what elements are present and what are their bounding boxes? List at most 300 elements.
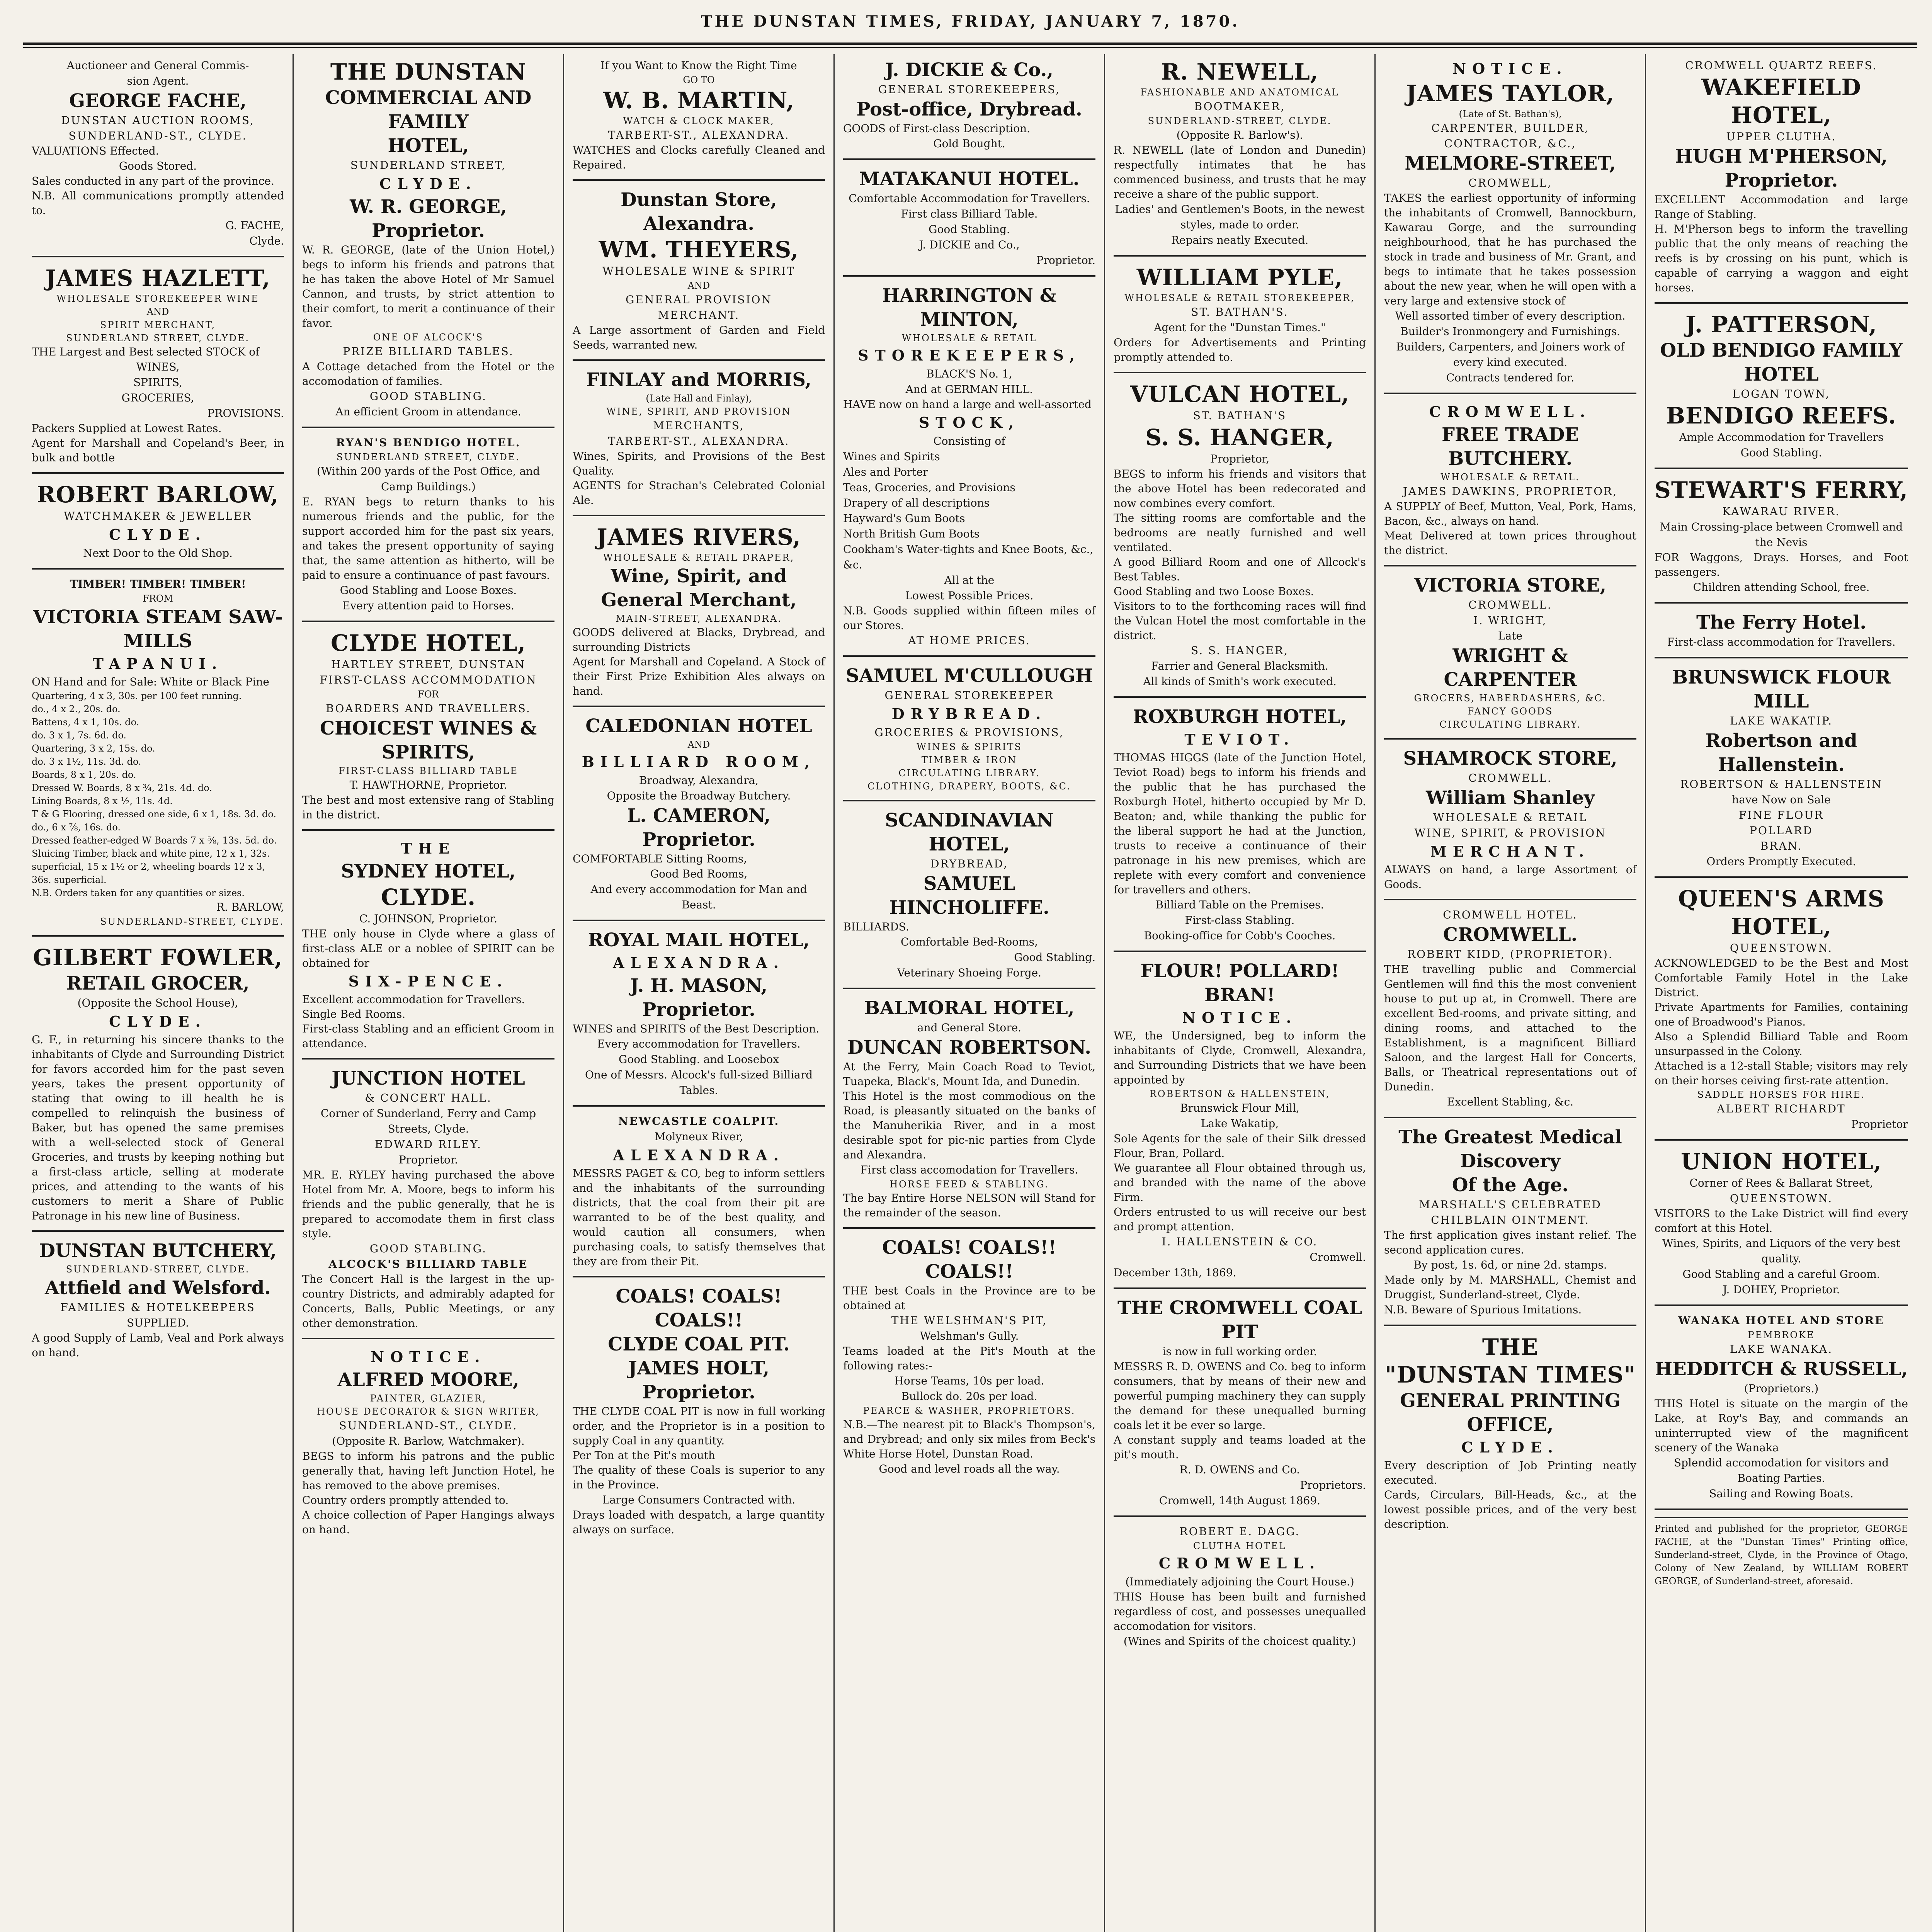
ad-divider [302,1338,554,1339]
ad-line: R. NEWELL, [1161,59,1318,85]
ad-divider [1384,1325,1636,1326]
ad-line: SUNDERLAND-ST., CLYDE. [68,129,247,142]
advertisement [843,655,1095,793]
ad-line: THE Largest and Best selected STOCK of [32,345,260,358]
ad-line: ALEXANDRA. [613,1146,785,1164]
ad-line: SUNDERLAND-STREET, CLYDE. [100,916,284,927]
ad-line: CROMWELL QUARTZ REEFS. [1685,59,1878,72]
ad-line: JAMES TAYLOR, [1406,80,1615,107]
ad-line: ROBERT E. DAGG. [1179,1525,1300,1538]
ad-line: THIS Hotel is situate on the margin of the Lake, at Roy's Bay, and commands an uninterrupted view of the magnificent scenery of the Wanaka [1655,1397,1908,1454]
ad-line: WILLIAM PYLE, [1136,264,1343,291]
ad-divider [843,988,1095,989]
ad-line: Proprietor. [1036,254,1095,267]
ad-line: Dressed feather-edged W Boards 7 x ⅝, 13s. 5d. do. [32,835,277,846]
ad-line: G. F., in returning his sincere thanks to the inhabitants of Clyde and Surrounding District for favors accorded him for the past seven years, takes the present opportunity of stating that owing to ill health he is compelled to relinquish the business of Baker, but has opened the same premises with a well-selected stock of General Groceries, and trusts by keeping nothing but a first-class article, selling at moderate prices, and attending to the wants of his customers to merit a Share of Public Patronage in his new line of Business. [32,1033,284,1222]
ad-line: N.B.—The nearest pit to Black's Thompson's, and Drybread; and only six miles from Beck's White Horse Hotel, Dunstan Road. [843,1418,1095,1460]
ad-line: FOR [418,689,439,700]
ad-line: do., 4 x 2., 20s. do. [32,704,121,714]
ad-line: ROBERT KIDD, (PROPRIETOR). [1407,948,1613,961]
ad-line: WHOLESALE & RETAIL [1433,811,1587,824]
ad-line: December 13th, 1869. [1114,1266,1236,1279]
ad-line: Splendid accomodation for visitors and Boating Parties. [1673,1456,1889,1485]
ad-line: FASHIONABLE AND ANATOMICAL [1140,87,1339,98]
advertisement [1655,58,1908,295]
ad-line: GENERAL PRINTING OFFICE, [1400,1390,1621,1435]
ad-line: Drays loaded with despatch, a large quantity always on surface. [573,1509,825,1536]
ad-line: have Now on Sale [1732,793,1831,806]
ad-line: Billiard Table on the Premises. [1155,898,1324,911]
ad-line: All at the [944,574,995,587]
ad-line: HARRINGTON & MINTON, [882,285,1057,330]
ad-line: QUEENSTOWN. [1730,942,1833,954]
ad-line: Well assorted timber of every description. [1395,310,1626,322]
ad-line: is now in full working order. [1162,1345,1317,1358]
ad-line: This Hotel is the most commodious on the Road, is pleasantly situated on the banks of the Manuherikia River, and in a most desirable spot for pic-nic parties from Clyde and Alexandra. [843,1090,1095,1161]
ad-line: Repairs neatly Executed. [1171,234,1309,247]
ad-line: Sailing and Rowing Boats. [1709,1487,1854,1500]
ad-line: Attfield and Welsford. [45,1277,271,1299]
ad-line: CIRCULATING LIBRARY. [1439,719,1581,730]
ad-line: (Wines and Spirits of the choicest quality.) [1123,1635,1356,1648]
ad-divider [843,275,1095,277]
ad-line: Good Stabling and two Loose Boxes. [1114,585,1314,598]
ad-line: Agent for Marshall and Copeland's Beer, in bulk and bottle [32,437,284,464]
ad-line: WHOLESALE & RETAIL. [1440,472,1580,483]
ad-line: Private Apartments for Families, containing one of Broadwood's Pianos. [1655,1001,1908,1028]
ad-line: Post-office, Drybread. [856,99,1082,120]
ad-line: DRYBREAD. [891,705,1047,723]
ad-line: NOTICE. [1452,60,1568,77]
ad-line: UPPER CLUTHA. [1726,130,1837,143]
ad-line: I. HALLENSTEIN & CO. [1162,1235,1318,1248]
ad-line: AND [687,739,710,750]
ad-line: And at GERMAN HILL. [905,383,1033,396]
ad-divider [1655,602,1908,604]
ad-line: J. PATTERSON, [1685,311,1878,338]
ad-line: HUGH M'PHERSON, Proprietor. [1675,146,1888,191]
ad-line: QUEEN'S ARMS HOTEL, [1678,886,1884,940]
ad-divider [32,472,284,474]
ad-line: J. DICKIE and Co., [919,238,1020,251]
advertisement [573,58,825,172]
ad-line: Large Consumers Contracted with. [602,1493,796,1506]
ad-line: THE travelling public and Commercial Gentlemen will find this the most convenient house to put up at, in Cromwell. There are excellent Bed-rooms, and private sitting, and dining rooms, and attached to the Establishment, is a magnificent Billiard Saloon, and the largest Hall for Concerts, Balls, or Theatrical representations out of Dunedin. [1384,963,1636,1093]
advertisement [302,829,554,1051]
ad-line: T & G Flooring, dressed one side, 6 x 1, 18s. 3d. do. [32,809,276,820]
ad-line: Welshman's Gully. [920,1330,1019,1342]
ad-line: FOR Waggons, Drays. Horses, and Foot passengers. [1655,551,1908,578]
ad-line: Good Bed Rooms, [650,867,748,880]
advertisement [302,427,554,614]
ad-line: JAMES RIVERS, [597,524,801,550]
ad-line: If you Want to Know the Right Time [600,59,797,72]
advertisement [843,988,1095,1220]
ad-line: Ladies' and Gentlemen's Boots, in the newest styles, made to order. [1115,203,1365,231]
ad-divider [843,655,1095,657]
ad-line: PRIZE BILLIARD TABLES. [343,345,514,358]
advertisement [1114,1515,1366,1649]
ad-divider [573,1105,825,1107]
ad-line: Children attending School, free. [1693,581,1870,594]
ad-line: FANCY GOODS [1467,706,1553,717]
ad-line: A Large assortment of Garden and Field Seeds, warranted new. [573,324,825,351]
ad-line: SUPPLIED. [127,1316,189,1329]
ad-line: SYDNEY HOTEL, [341,861,516,882]
ad-line: VISITORS to the Lake District will find every comfort at this Hotel. [1655,1207,1908,1235]
ad-line: WE, the Undersigned, beg to inform the inhabitants of Clyde, Cromwell, Alexandra, and Surrounding Districts that we have been appointed by [1114,1029,1366,1086]
ad-line: North British Gum Boots [843,527,980,540]
ad-divider [1384,1117,1636,1118]
ad-line: CLYDE HOTEL, [331,630,526,656]
ad-line: KAWARAU RIVER. [1722,505,1840,518]
ad-line: E. RYAN begs to return thanks to his numerous friends and the public, for the support accorded him for the past six years, and takes the present opportunity of saying that, the same attention as hitherto, will be paid to ensure a continuance of past favours. [302,495,554,582]
advertisement [573,515,825,699]
ad-line: DRYBREAD, [930,857,1008,870]
ad-line: LAKE WANAKA. [1730,1343,1833,1355]
advertisement [1384,899,1636,1110]
advertisement [1114,951,1366,1281]
ad-line: Main Crossing-place between Cromwell and the Nevis [1660,520,1903,549]
ad-line: TARBERT-ST., ALEXANDRA. [608,129,790,141]
ad-line: JAMES DAWKINS, PROPRIETOR, [1403,485,1618,498]
ad-line: CROMWELL. [1443,924,1578,946]
ad-line: WINES & SPIRITS [917,742,1022,752]
ad-line: Late [1498,629,1523,642]
ad-line: GENERAL STOREKEEPERS, [878,83,1061,96]
column-1 [23,54,294,1932]
advertisement [32,58,284,249]
ad-line: LAKE WAKATIP. [1730,714,1833,727]
ad-line: OLD BENDIGO FAMILY HOTEL [1660,340,1903,385]
ad-line: Sluicing Timber, black and white pine, 12 x 1, 32s. superficial, 15 x 1½ or 2, wheeling boards 12 x 3, 36s. superficial. [32,848,270,885]
ad-line: The quality of these Coals is superior to any in the Province. [573,1464,825,1491]
ad-line: HARTLEY STREET, DUNSTAN [331,658,526,671]
advertisement [1114,696,1366,944]
ad-line: Good Stabling. [1014,951,1095,964]
ad-line: THE [401,840,456,857]
ad-line: TAPANUI. [92,655,223,672]
ad-divider [1114,1287,1366,1289]
ad-line: CROMWELL. [1158,1554,1321,1572]
column-6 [1376,54,1646,1932]
ad-line: A good Billiard Room and one of Allcock's Best Tables. [1114,556,1366,583]
ad-line: LOGAN TOWN, [1732,388,1830,400]
ad-line: CLYDE. [381,884,476,910]
ad-line: GROCERS, HABERDASHERS, &C. [1414,693,1607,704]
ad-line: Farrier and General Blacksmith. [1151,660,1328,672]
ad-line: SUNDERLAND-STREET, CLYDE. [1148,116,1332,126]
ad-line: William Shanley [1426,787,1595,809]
ad-line: G. FACHE, [225,219,284,232]
ad-line: GEORGE FACHE, [69,90,247,112]
ad-line: Corner of Sunderland, Ferry and Camp Streets, Clyde. [320,1107,536,1135]
advertisement [843,1227,1095,1477]
ad-divider [573,359,825,361]
ad-line: CALEDONIAN HOTEL [585,715,812,737]
ad-line: Orders for Advertisements and Printing promptly attended to. [1114,336,1366,364]
advertisement [1384,393,1636,558]
ad-divider [32,256,284,257]
ad-line: The Ferry Hotel. [1696,612,1867,633]
ad-line: ROBERTSON & HALLENSTEIN, [1149,1088,1330,1099]
ad-line: BOOTMAKER, [1194,100,1286,113]
ad-line: Good Stabling. and Loosebox [619,1053,779,1066]
ad-line: WATCHES and Clocks carefully Cleaned and Repaired. [573,144,825,171]
ad-line: ALFRED MOORE, [337,1369,519,1391]
ad-line: Packers Supplied at Lowest Rates. [32,422,222,435]
ad-line: Wines and Spirits [843,450,940,463]
ad-line: FINLAY and MORRIS, [586,369,812,391]
ad-line: Excellent Stabling, &c. [1447,1095,1574,1108]
ad-divider [1114,372,1366,373]
ad-line: "DUNSTAN TIMES" [1384,1362,1636,1388]
ad-line: ACKNOWLEDGED to be the Best and Most Comfortable Family Hotel in the Lake District. [1655,957,1908,999]
advertisement [573,706,825,913]
ad-line: Good Stabling and a careful Groom. [1682,1268,1880,1281]
ad-line: WATCHMAKER & JEWELLER [63,510,252,522]
ad-line: HEDDITCH & RUSSELL, [1655,1358,1908,1380]
advertisement [1114,1287,1366,1509]
ad-line: JAMES HAZLETT, [45,265,270,291]
ad-line: Wines, Spirits, and Provisions of the Best Quality. [573,450,825,477]
ad-line: WHOLESALE STOREKEEPER WINE [56,293,259,304]
ad-line: (Late Hall and Finlay), [646,393,752,404]
ad-line: Agent for Marshall and Copeland. A Stock of their First Prize Exhibition Ales always on hand. [573,655,825,697]
ad-line: WINE, SPIRIT, AND PROVISION [606,406,791,417]
advertisement [1655,602,1908,650]
ad-line: MARSHALL'S CELEBRATED CHILBLAIN OINTMENT. [1419,1198,1602,1226]
ad-line: ST. BATHAN'S. [1191,306,1289,318]
ad-divider [573,706,825,707]
ad-line: Clyde. [249,235,284,247]
ad-line: J. H. MASON, Proprietor. [630,975,768,1020]
ad-line: AT HOME PRICES. [908,634,1031,647]
advertisement [1384,58,1636,386]
ad-line: COALS! COALS! COALS!! [616,1286,782,1331]
ad-line: Good and level roads all the way. [879,1463,1060,1475]
ad-line: Ales and Porter [843,466,928,478]
ad-line: S. S. HANGER, [1145,424,1334,451]
ad-line: First-class accommodation for Travellers. [1667,636,1896,648]
advertisement [1384,1117,1636,1318]
ad-line: CLYDE. [1461,1439,1559,1456]
ad-line: Battens, 4 x 1, 10s. do. [32,717,139,728]
ad-line: Cromwell. [1310,1251,1366,1264]
ad-line: Meat Delivered at town prices throughout the district. [1384,529,1636,557]
ad-line: Builder's Ironmongery and Furnishings. [1400,325,1620,338]
ad-line: PEMBROKE [1748,1330,1815,1340]
masthead-rule [23,43,1917,45]
ad-divider [1655,302,1908,304]
advertisement [1114,58,1366,248]
advertisement [1655,302,1908,461]
ad-divider [1114,696,1366,698]
advertisement [302,58,554,420]
advertisement [843,800,1095,981]
ad-line: Every accommodation for Travellers. [597,1037,801,1050]
ad-divider [1384,899,1636,900]
ad-line: And every accommodation for Man and Beast. [590,883,807,911]
ad-line: Attached is a 12-stall Stable; visitors may rely on their horses ceiving first-rate attention. [1655,1060,1908,1087]
ad-line: (Immediately adjoining the Court House.) [1125,1575,1354,1588]
ad-line: (Opposite R. Barlow, Watchmaker). [332,1435,525,1447]
ad-line: FAMILIES & HOTELKEEPERS [60,1301,255,1314]
ad-line: Made only by M. MARSHALL, Chemist and Druggist, Sunderland-street, Clyde. [1384,1274,1636,1301]
ad-divider [1114,255,1366,257]
ad-line: THE best Coals in the Province are to be obtained at [843,1284,1095,1312]
ad-line: Of the Age. [1452,1174,1569,1196]
ad-divider [302,427,554,428]
ad-line: NOTICE. [1182,1009,1298,1026]
ad-line: SIX-PENCE. [348,973,509,990]
ad-line: Lowest Possible Prices. [905,589,1034,602]
ad-line: HAVE now on hand a large and well-assorted [843,398,1092,411]
ad-line: Next Door to the Old Shop. [83,547,233,560]
ad-line: Hayward's Gum Boots [843,512,965,525]
ad-line: ON Hand and for Sale: White or Black Pine [32,675,269,688]
ad-line: CLOTHING, DRAPERY, BOOTS, &C. [867,781,1071,792]
ad-line: Country orders promptly attended to. [302,1494,509,1507]
ad-line: VALUATIONS Effected. [32,145,159,157]
ad-line: NEWCASTLE COALPIT. [618,1115,780,1128]
ad-line: One of Messrs. Alcock's full-sized Billiard Tables. [585,1068,813,1097]
ad-line: GO TO [683,75,715,85]
ad-line: MESSRS PAGET & CO, beg to inform settlers and the inhabitants of the surrounding districts, that the coal from their pit are warranted to be of the best quality, and would caution all consumers, when purchasing coals, to satisfy themselves that they are from their Pit. [573,1167,825,1268]
ad-line: CIRCULATING LIBRARY. [898,768,1040,779]
advertisement [1114,372,1366,689]
ad-line: Dressed W. Boards, 8 x ¾, 21s. 4d. do. [32,782,212,793]
ad-line: THE only house in Clyde where a glass of first-class ALE or a noblee of SPIRIT can be obtained for [302,927,554,969]
ad-line: SPIRITS, [133,376,182,389]
column-5 [1105,54,1376,1932]
ad-line: W. R. GEORGE, Proprietor. [350,196,507,242]
ad-line: (Late of St. Bathan's), [1459,109,1562,119]
ad-line: RETAIL GROCER, [66,973,250,994]
ad-line: SHAMROCK STORE, [1403,748,1617,769]
advertisement [1655,1304,1908,1502]
ad-line: GOODS of First-class Description. [843,122,1031,135]
ad-line: Quartering, 4 x 3, 30s. per 100 feet running. [32,690,242,701]
ad-line: Comfortable Bed-Rooms, [901,935,1038,948]
ad-line: THE DUNSTAN [330,59,527,85]
ad-line: HOUSE DECORATOR & SIGN WRITER, [317,1406,540,1417]
ad-line: Excellent accommodation for Travellers. [302,993,525,1006]
ad-line: WM. THEYERS, [599,236,799,263]
ad-line: A SUPPLY of Beef, Mutton, Veal, Pork, Hams, Bacon, &c., always on hand. [1384,500,1636,527]
ad-line: AGENTS for Strachan's Celebrated Colonial Ale. [573,479,825,507]
ad-line: Good Stabling. [1740,446,1822,459]
masthead-rule-thin [23,47,1917,48]
ad-line: GILBERT FOWLER, [33,944,283,971]
ad-line: A Cottage detached from the Hotel or the accomodation of families. [302,360,554,388]
ad-line: BEGS to inform his friends and visitors that the above Hotel has been redecorated and now combines every comfort. [1114,468,1366,510]
ad-line: I. WRIGHT, [1473,614,1547,627]
column-4 [835,54,1105,1932]
ad-line: PAINTER, GLAZIER, [370,1393,487,1404]
ad-line: SAMUEL M'CULLOUGH [845,665,1093,687]
ad-line: BALMORAL HOTEL, [864,997,1075,1019]
ad-line: Wine, Spirit, and General Merchant, [601,565,797,611]
ad-line: HORSE FEED & STABLING. [889,1179,1049,1190]
ad-line: JAMES HOLT, Proprietor. [628,1357,770,1403]
advertisement [32,472,284,561]
ad-line: Visitors to to the forthcoming races will find the Vulcan Hotel the most comfortable in the district. [1114,600,1366,642]
ad-line: PROVISIONS. [207,407,284,420]
ad-line: R. D. OWENS and Co. [1179,1463,1300,1476]
ad-line: TIMBER! TIMBER! TIMBER! [70,578,246,590]
ad-line: MAIN-STREET, ALEXANDRA. [616,613,782,624]
colophon: Printed and published for the proprietor, GEORGE FACHE, at the "Dunstan Times" Printing office, Sunderland-street, Clyde, in the Province of Otago, Colony of New Zealand, by WILLIAM ROBERT GEORGE, of Sunderland-street, aforesaid. [1655,1517,1908,1588]
ad-line: Lining Boards, 8 x ½, 11s. 4d. [32,796,173,806]
ad-line: AND [687,280,710,291]
ad-line: ALBERT RICHARDT [1717,1102,1846,1115]
ad-divider [1655,1139,1908,1141]
ad-line: DUNCAN ROBERTSON. [847,1037,1091,1058]
advertisement [32,256,284,465]
ad-line: FINE FLOUR [1739,809,1824,821]
ad-line: ROYAL MAIL HOTEL, [588,929,810,951]
ad-line: UNION HOTEL, [1680,1148,1882,1175]
ad-divider [573,920,825,921]
ad-line: WHOLESALE & RETAIL DRAPER, [603,552,795,563]
advertisement [843,58,1095,151]
ad-line: SCANDINAVIAN HOTEL, [885,810,1054,855]
ad-line: A good Supply of Lamb, Veal and Pork always on hand. [32,1332,284,1359]
advertisement [843,275,1095,648]
ad-line: The sitting rooms are comfortable and the bedrooms are neatly furnished and well ventilated. [1114,512,1366,554]
ad-line: MR. E. RYLEY having purchased the above Hotel from Mr. A. Moore, begs to inform his friends and the public generally, that he is prepared to accomodate them in first class style. [302,1168,554,1240]
ad-line: THE WELSHMAN'S PIT, [891,1314,1048,1327]
ad-line: MESSRS R. D. OWENS and Co. beg to inform consumers, that by means of their new and powerful pumping machinery they can supply the demand for these unequalled burning coals let it be ever so large. [1114,1360,1366,1432]
ad-line: First-class Stabling and an efficient Groom in attendance. [302,1022,554,1050]
ad-line: Proprietors. [1300,1479,1366,1492]
ad-line: J. DICKIE & Co., [885,59,1053,81]
ad-line: CROMWELL, [1468,177,1552,189]
ad-line: (Opposite the School House), [77,997,238,1009]
advertisement [573,1276,825,1537]
ad-line: J. DOHEY, Proprietor. [1723,1283,1840,1296]
ad-divider [843,1227,1095,1229]
ad-line: Boards, 8 x 1, 20s. do. [32,769,136,780]
ad-line: Single Bed Rooms. [302,1008,406,1020]
ad-divider [573,179,825,181]
advertisement [1655,657,1908,869]
ad-line: GROCERIES, [121,391,194,404]
ad-line: First-class Stabling. [1185,914,1295,927]
ad-line: TIMBER & IRON [921,755,1017,765]
ad-line: Orders Promptly Executed. [1706,855,1856,868]
ad-line: FROM [143,593,173,604]
ad-line: GENERAL PROVISION [626,293,772,306]
ad-line: VULCAN HOTEL, [1130,381,1350,407]
ad-line: do., 6 x ⅞, 16s. do. [32,822,121,833]
ad-line: CARPENTER, BUILDER, CONTRACTOR, &C., [1431,122,1589,150]
ad-line: SUNDERLAND STREET, CLYDE. [337,452,520,463]
ad-line: L. CAMERON, Proprietor. [627,805,771,850]
ad-line: BENDIGO REEFS. [1666,403,1896,429]
advertisement [1655,1139,1908,1298]
advertisement [1655,1509,1908,1588]
ad-line: PEARCE & WASHER, PROPRIETORS. [863,1405,1076,1416]
ad-line: Comfortable Accommodation for Travellers. [849,192,1090,205]
ad-line: We guarantee all Flour obtained through us, and branded with the name of the above Firm. [1114,1162,1366,1204]
ad-line: Contracts tendered for. [1446,371,1575,384]
ad-line: Goods Stored. [119,160,197,172]
ad-line: Lake Wakatip, [1201,1117,1279,1130]
advertisement [573,1105,825,1269]
ad-line: ONE OF ALCOCK'S [373,332,484,343]
